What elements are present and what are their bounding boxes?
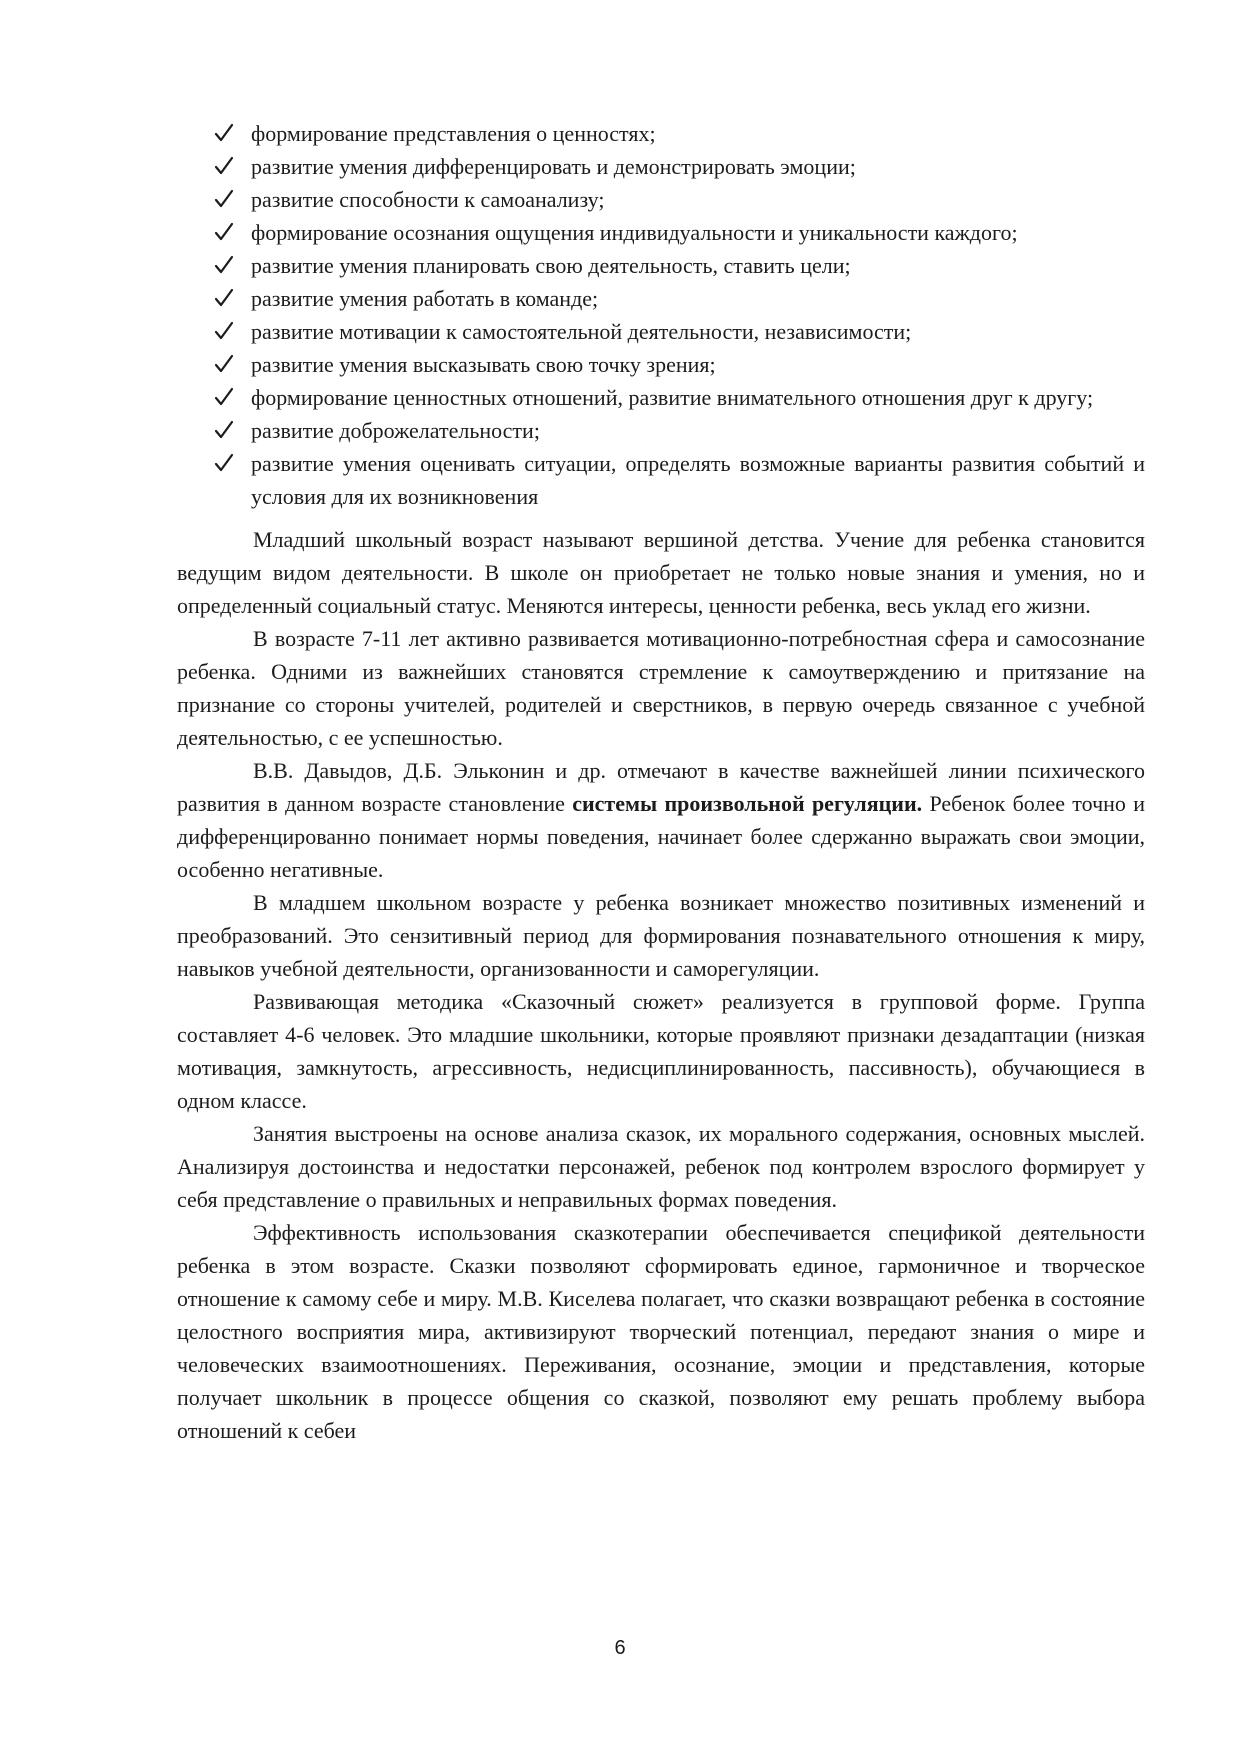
checkmark-icon [213, 249, 235, 282]
list-item-text: развитие умения высказывать свою точку зрения; [251, 352, 716, 377]
list-item [177, 348, 1145, 381]
paragraph-text: Ребенок более точно и дифференцированно понимает нормы поведения, начинает более сдержанно выражать свои эмоции, особенно негативные. [177, 791, 1145, 882]
paragraph: Занятия выстроены на основе анализа сказок, их морального содержания, основных мыслей. Анализируя достоинства и недостатки персонажей, ребенок под контролем взрослого формирует у себя представление о правильных и неправильных формах поведения. [177, 1121, 1145, 1212]
paragraph: В возрасте 7-11 лет активно развивается мотивационно-потребностная сфера и самосознание ребенка. Одними из важнейших становятся стремление к самоутверждению и притязание на признание со стороны учителей, родителей и сверстников, в первую очередь связанное с учебной деятельностью, с ее успешностью. [177, 626, 1145, 750]
list-item [177, 381, 1145, 414]
checkmark-icon [213, 315, 235, 348]
list-item [177, 315, 1145, 348]
list-item-text: развитие умения дифференцировать и демонстрировать эмоции; [251, 154, 856, 179]
checkmark-icon [213, 381, 235, 414]
checkmark-icon [213, 117, 235, 150]
checkmark-icon [213, 414, 235, 447]
paragraph [177, 754, 1145, 886]
paragraph: В младшем школьном возрасте у ребенка возникает множество позитивных изменений и преобразований. Это сензитивный период для формирования познавательного отношения к миру, навыков учебной деятельности, организованности и саморегуляции. [177, 890, 1145, 981]
bold-term: системы произвольной регуляции. [572, 791, 923, 816]
list-item [177, 117, 1145, 150]
paragraph-text: В.В. Давыдов, Д.Б. Эльконин и др. отмечают в качестве важнейшей линии психического развития в данном возрасте становление [177, 758, 1145, 816]
list-item [177, 447, 1145, 513]
list-item [177, 249, 1145, 282]
list-item-text: формирование представления о ценностях; [251, 121, 656, 146]
paragraph: Эффективность использования сказкотерапии обеспечивается спецификой деятельности ребенка в этом возрасте. Сказки позволяют сформировать единое, гармоничное и творческое отношение к самому себе и миру. М.В. Киселева полагает, что сказки возвращают ребенка в состояние целостного восприятия мира, активизируют творческий потенциал, передают знания о мире и человеческих взаимоотношениях. Переживания, осознание, эмоции и представления, которые получает школьник в процессе общения со сказкой, позволяют ему решать проблему выбора отношений к себеи [177, 1220, 1145, 1443]
checkmark-icon [213, 447, 235, 480]
list-item [177, 414, 1145, 447]
paragraph: Развивающая методика «Сказочный сюжет» реализуется в групповой форме. Группа составляет 4-6 человек. Это младшие школьники, которые проявляют признаки дезадаптации (низкая мотивация, замкнутость, агрессивность, недисциплинированность, пассивность), обучающиеся в одном классе. [177, 989, 1145, 1113]
list-item-text: развитие умения работать в команде; [251, 286, 599, 311]
list-item-text: развитие доброжелательности; [251, 418, 540, 443]
checkmark-icon [213, 348, 235, 381]
checkmark-icon [213, 150, 235, 183]
list-item-text: развитие умения оценивать ситуации, определять возможные варианты развития событий и условия для их возникновения [251, 451, 1145, 509]
checkmark-icon [213, 282, 235, 315]
page-number: 6 [614, 1637, 626, 1659]
list-item [177, 150, 1145, 183]
goals-checklist [177, 117, 1145, 513]
list-item-text: развитие мотивации к самостоятельной деятельности, независимости; [251, 319, 912, 344]
list-item-text: развитие умения планировать свою деятельность, ставить цели; [251, 253, 851, 278]
list-item-text: развитие способности к самоанализу; [251, 187, 605, 212]
list-item [177, 282, 1145, 315]
body-text [177, 523, 1145, 1447]
checkmark-icon [213, 183, 235, 216]
list-item [177, 216, 1145, 249]
list-item-text: формирование ценностных отношений, развитие внимательного отношения друг к другу; [251, 385, 1094, 410]
list-item [177, 183, 1145, 216]
paragraph: Младший школьный возраст называют вершиной детства. Учение для ребенка становится ведущим видом деятельности. В школе он приобретает не только новые знания и умения, но и определенный социальный статус. Меняются интересы, ценности ребенка, весь уклад его жизни. [177, 527, 1145, 618]
checkmark-icon [213, 216, 235, 249]
list-item-text: формирование осознания ощущения индивидуальности и уникальности каждого; [251, 220, 1018, 245]
document-page [177, 117, 1145, 1447]
